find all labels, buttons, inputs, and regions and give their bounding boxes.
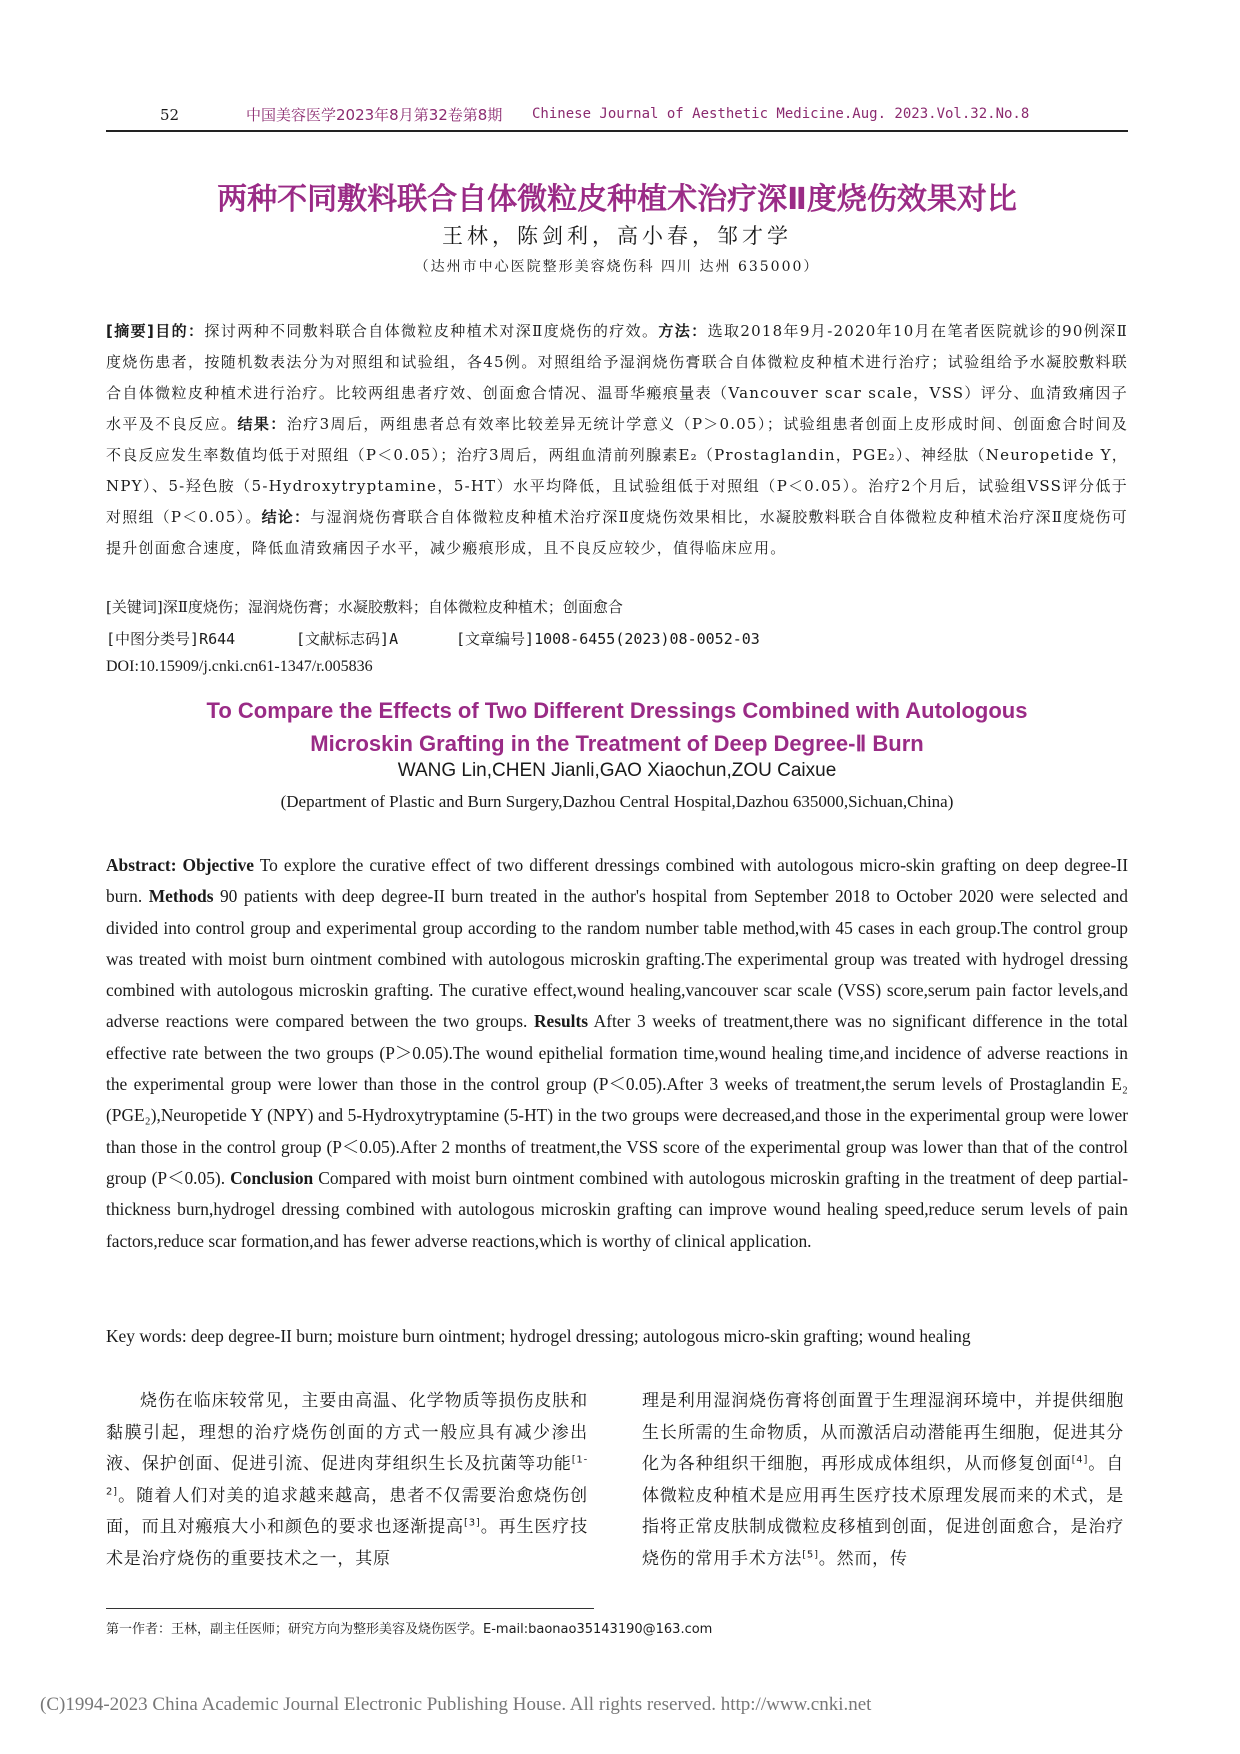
keywords-text-cn: 深Ⅱ度烧伤；湿润烧伤膏；水凝胶敷料；自体微粒皮种植术；创面愈合 (162, 598, 623, 616)
objective-cn: 探讨两种不同敷料联合自体微粒皮种植术对深Ⅱ度烧伤的疗效。 (204, 322, 659, 340)
citation-ref: [5] (802, 1548, 819, 1560)
citation-ref: [4] (1071, 1454, 1089, 1466)
page-number: 52 (160, 106, 180, 124)
authors-cn: 王林，陈剑利，高小春，邹才学 (442, 224, 792, 248)
article-title-cn: 两种不同敷料联合自体微粒皮种植术治疗深Ⅱ度烧伤效果对比 (217, 182, 1017, 217)
methods-label-en: Methods (148, 886, 214, 907)
methods-en: 90 patients with deep degree-II burn treated in the author's hospital from September 2018 to October 2020 were selected and divided into control group and experimental group according to the random number table method,with 45 cases in each group.The control group was treated with moist burn ointment combined with autologous microskin grafting.The experimental group was treated with hydrogel dressing combined with autologous microskin grafting. The curative effect,wound healing,vancouver scar scale (VSS) score,serum pain factor levels,and adverse reactions were compared between the two groups. (106, 886, 1128, 1032)
doi: DOI:10.15909/j.cnki.cn61-1347/r.005836 (106, 658, 373, 675)
abstract-en (106, 850, 1128, 1257)
keywords-text-en: deep degree-II burn; moisture burn ointment; hydrogel dressing; autologous micro-skin grafting; wound healing (186, 1326, 971, 1346)
footnote-divider (106, 1608, 594, 1609)
abstract-cn (106, 316, 1128, 564)
clc-code: [中图分类号]R644 (106, 630, 236, 648)
keywords-label-en: Key words: (106, 1326, 187, 1346)
keywords-cn (106, 596, 1128, 617)
article-number: [文章编号]1008-6455(2023)08-0052-03 (456, 630, 760, 648)
results-label-en: Results (533, 1011, 589, 1032)
article-title-en (106, 694, 1128, 760)
results-label-cn: 结果： (237, 415, 287, 433)
affiliation-en: (Department of Plastic and Burn Surgery,Dazhou Central Hospital,Dazhou 635000,Sichuan,China) (280, 792, 954, 811)
copyright-notice: (C)1994-2023 China Academic Journal Electronic Publishing House. All rights reserved. http://www.cnki.net (40, 1694, 872, 1715)
title-en-line-2: Microskin Grafting in the Treatment of Deep Degree-Ⅱ Burn (310, 731, 924, 756)
affiliation-cn: （达州市中心医院整形美容烧伤科 四川 达州 635000） (414, 259, 820, 275)
conclusion-en: Compared with moist burn ointment combined with autologous microskin grafting in the treatment of deep partial-thickness burn,hydrogel dressing combined with autologous microskin grafting can improve wound healing speed,reduce serum levels of pain factors,reduce scar formation,and has fewer adverse reactions,which is worthy of clinical application. (106, 1167, 1128, 1251)
keywords-en (106, 1326, 1128, 1347)
conclusion-label-cn: 结论： (261, 508, 311, 526)
objective-en: To explore the curative effect of two different dressings combined with autologous micro-skin grafting on deep degree-II burn. (106, 855, 1128, 907)
body-column-left: 烧伤在临床较常见，主要由高温、化学物质等损伤皮肤和黏膜引起，理想的治疗烧伤创面的方式一般应具有减少渗出液、保护创面、促进引流、促进肉芽组织生长及抗菌等功能[1-2]。随着人们对美的追求越来越高，患者不仅需要治愈烧伤创面，而且对瘢痕大小和颜色的要求也逐渐提高[3]。再生医疗技术是治疗烧伤的重要技术之一，其原 (106, 1391, 588, 1569)
authors-en: WANG Lin,CHEN Jianli,GAO Xiaochun,ZOU Caixue (397, 760, 837, 781)
journal-name-en: Chinese Journal of Aesthetic Medicine.Aug. 2023.Vol.32.No.8 (532, 106, 1030, 122)
abstract-label-en: Abstract: Objective (106, 855, 255, 875)
abstract-label-cn: [摘要]目的： (106, 322, 205, 340)
results-cn: 治疗3周后，两组患者总有效率比较差异无统计学意义（P＞0.05）；试验组患者创面上皮形成时间、创面愈合时间及不良反应发生率数值均低于对照组（P＜0.05）；治疗3周后，两组血清前列腺素E₂（Prostaglandin，PGE₂）、神经肽（Neuropetide Y，NPY）、5-羟色胺（5-Hydroxytryptamine，5-HT）水平均降低，且试验组低于对照组（P＜0.05）。治疗2个月后，试验组VSS评分低于对照组（P＜0.05）。 (106, 415, 1129, 526)
document-code: [文献标志码]A (296, 630, 399, 648)
journal-name-cn: 中国美容医学2023年8月第32卷第8期 (246, 106, 503, 124)
body-column-right: 理是利用湿润烧伤膏将创面置于生理湿润环境中，并提供细胞生长所需的生命物质，从而激活启动潜能再生细胞，促进其分化为各种组织干细胞，再形成成体组织，从而修复创面[4]。自体微粒皮种植术是应用再生医疗技术原理发展而来的术式，是指将正常皮肤制成微粒皮移植到创面，促进创面愈合，是治疗烧伤的常用手术方法[5]。然而，传 (642, 1391, 1124, 1569)
methods-label-cn: 方法： (658, 322, 708, 340)
conclusion-cn: 与湿润烧伤膏联合自体微粒皮种植术治疗深Ⅱ度烧伤效果相比，水凝胶敷料联合自体微粒皮种植术治疗深Ⅱ度烧伤可提升创面愈合速度，降低血清致痛因子水平，减少瘢痕形成，且不良反应较少，值得临床应用。 (106, 508, 1128, 557)
citation-ref: [1-2] (106, 1454, 588, 1497)
methods-cn: 选取2018年9月-2020年10月在笔者医院就诊的90例深Ⅱ度烧伤患者，按随机数表法分为对照组和试验组，各45例。对照组给予湿润烧伤膏联合自体微粒皮种植术进行治疗；试验组给予水凝胶敷料联合自体微粒皮种植术进行治疗。比较两组患者疗效、创面愈合情况、温哥华瘢痕量表（Vancouver scar scale，VSS）评分、血清致痛因子水平及不良反应。 (106, 322, 1128, 433)
conclusion-label-en: Conclusion (230, 1167, 314, 1188)
author-footnote: 第一作者：王林，副主任医师；研究方向为整形美容及烧伤医学。E-mail:baonao35143190@163.com (106, 1622, 713, 1637)
page-header (106, 104, 1128, 132)
citation-ref: [3] (464, 1517, 481, 1529)
keywords-label-cn: [关键词] (106, 598, 163, 616)
title-en-line-1: To Compare the Effects of Two Different Dressings Combined with Autologous (206, 698, 1028, 723)
results-en: After 3 weeks of treatment,there was no significant difference in the total effective rate between the two groups (P＞0.05).The wound epithelial formation time,wound healing time,and incidence of adverse reactions in the experimental group were lower than those in the control group (P＜0.05).After 3 weeks of treatment,the serum levels of Prostaglandin E₂ (PGE₂),Neuropetide Y (NPY) and 5-Hydroxytryptamine (5-HT) in the two groups were decreased,and those in the experimental group were lower than those in the control group (P＜0.05).After 2 months of treatment,the VSS score of the experimental group was lower than that of the control group (P＜0.05). (106, 1011, 1128, 1188)
